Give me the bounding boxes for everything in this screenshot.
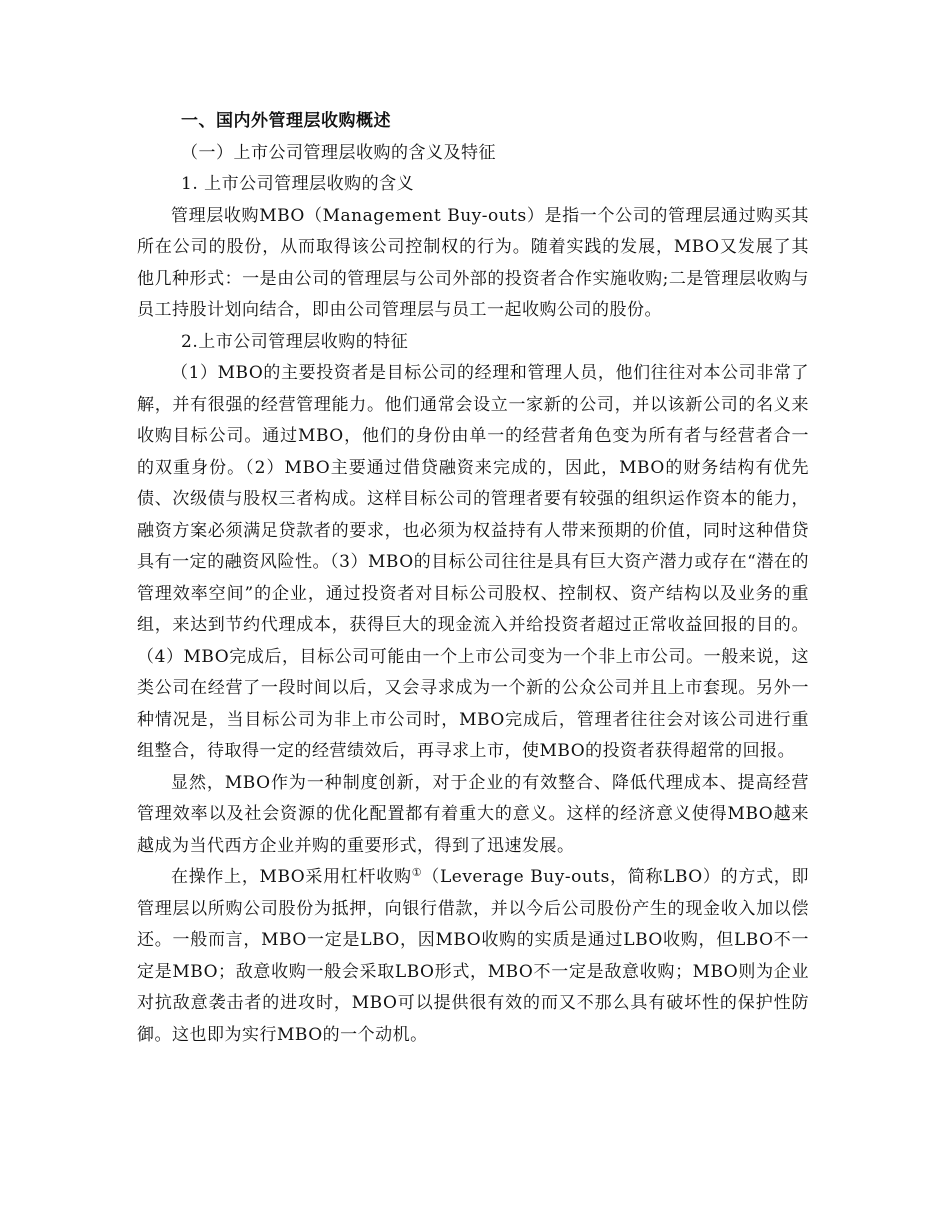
paragraph-mbo-features: （1）MBO的主要投资者是目标公司的经理和管理人员，他们往往对本公司非常了解，并有很强的经营管理能力。他们通常会设立一家新的公司，并以该新公司的名义来收购目标公司。通过MBO，他们的身份由单一的经营者角色变为所有者与经营者合一的双重身份。（2）MBO主要通过借贷融资来完成的，因此，MBO的财务结构有优先债、次级债与股权三者构成。这样目标公司的管理者要有较强的组织运作资本的能力，融资方案必须满足贷款者的要求，也必须为权益持有人带来预期的价值，同时这种借贷具有一定的融资风险性。（3）MBO的目标公司往往是具有巨大资产潜力或存在“潜在的管理效率空间”的企业，通过投资者对目标公司股权、控制权、资产结构以及业务的重组，来达到节约代理成本，获得巨大的现金流入并给投资者超过正常收益回报的目的。（4）MBO完成后，目标公司可能由一个上市公司变为一个非上市公司。一般来说，这类公司在经营了一段时间以后，又会寻求成为一个新的公众公司并且上市套现。另外一种情况是，当目标公司为非上市公司时，MBO完成后，管理者往往会对该公司进行重组整合，待取得一定的经营绩效后，再寻求上市，使MBO的投资者获得超常的回报。 xyxy=(137,363,809,761)
paragraph-leverage-text-end: （Leverage Buy-outs，简称LBO）的方式，即管理层以所购公司股份为抵押，向银行借款，并以今后公司股份产生的现金收入加以偿还。一般而言，MBO一定是LBO，因MBO收购的实质是通过LBO收购，但LBO不一定是MBO；敌意收购一般会采取LBO形式，MBO不一定是敌意收购；MBO则为企业对抗敌意袭击者的进攻时，MBO可以提供很有效的而又不那么具有破坏性的保护性防御。这也即为实行MBO的一个动机。 xyxy=(137,867,809,1045)
paragraph-mbo-leverage xyxy=(137,862,809,1051)
item-2-title: 2.上市公司管理层收购的特征 xyxy=(181,331,409,352)
paragraph-leverage-text-start: 在操作上，MBO采用杠杆收购 xyxy=(171,867,412,887)
footnote-marker[interactable]: ① xyxy=(411,866,423,879)
paragraph-mbo-significance: 显然，MBO作为一种制度创新，对于企业的有效整合、降低代理成本、提高经营管理效率以及社会资源的优化配置都有着重大的意义。这样的经济意义使得MBO越来越成为当代西方企业并购的重要形式，得到了迅速发展。 xyxy=(137,772,809,856)
document-body xyxy=(137,106,809,1051)
item-1-title: 1. 上市公司管理层收购的含义 xyxy=(181,174,415,194)
subsection-title: （一）上市公司管理层收购的含义及特征 xyxy=(181,142,496,163)
section-title: 一、国内外管理层收购概述 xyxy=(181,111,391,131)
paragraph-mbo-definition: 管理层收购MBO（Management Buy-outs）是指一个公司的管理层通过购买其所在公司的股份，从而取得该公司控制权的行为。随着实践的发展，MBO又发展了其他几种形式：一是由公司的管理层与公司外部的投资者合作实施收购;二是管理层收购与员工持股计划向结合，即由公司管理层与员工一起收购公司的股份。 xyxy=(137,205,809,320)
